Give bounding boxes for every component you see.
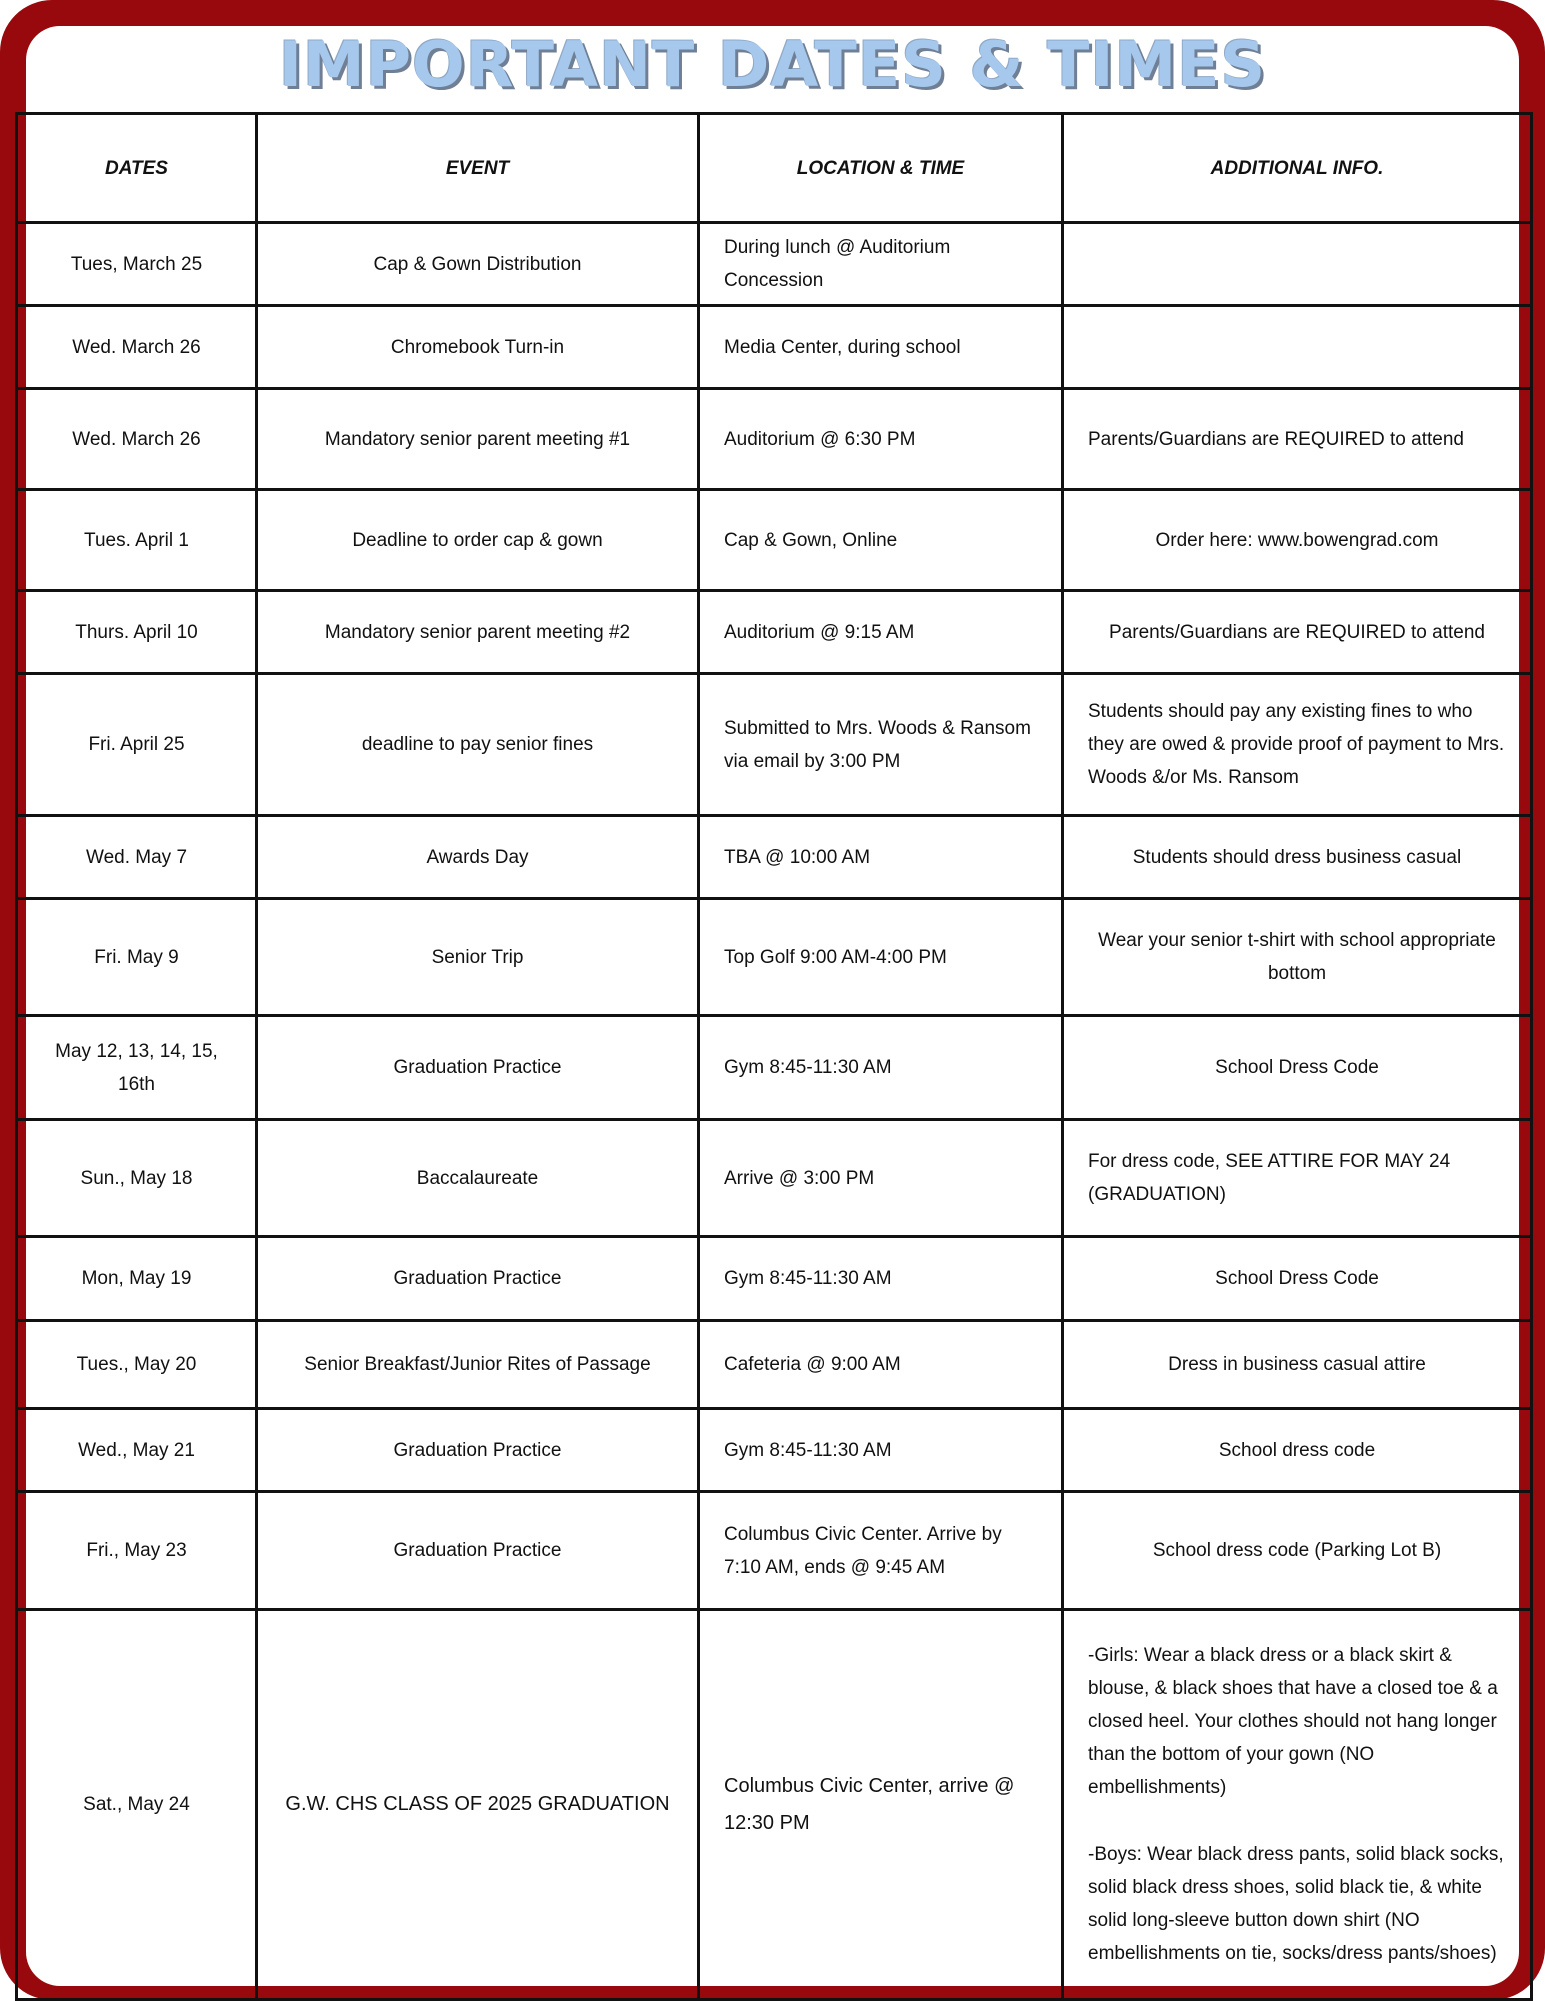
- cell-event: Senior Breakfast/Junior Rites of Passage: [257, 1321, 699, 1409]
- cell-info: Students should pay any existing fines to who they are owed & provide proof of payment to Mrs. Woods &/or Ms. Ransom: [1063, 674, 1532, 816]
- cell-event: Mandatory senior parent meeting #1: [257, 389, 699, 490]
- cell-date: Fri. April 25: [17, 674, 257, 816]
- cell-info: Students should dress business casual: [1063, 816, 1532, 899]
- table-row: [17, 223, 1532, 306]
- cell-date: Wed. March 26: [17, 306, 257, 389]
- cell-info-attire: [1063, 1610, 1532, 2000]
- cell-location: Arrive @ 3:00 PM: [699, 1120, 1063, 1237]
- cell-location: Cap & Gown, Online: [699, 490, 1063, 591]
- cell-location: Media Center, during school: [699, 306, 1063, 389]
- cell-date: Tues., May 20: [17, 1321, 257, 1409]
- header-row: [17, 114, 1532, 223]
- table-row: [17, 1120, 1532, 1237]
- cell-event: Baccalaureate: [257, 1120, 699, 1237]
- cell-event: Graduation Practice: [257, 1237, 699, 1321]
- cell-info: For dress code, SEE ATTIRE FOR MAY 24 (GRADUATION): [1063, 1120, 1532, 1237]
- girls-attire: -Girls: Wear a black dress or a black skirt & blouse, & black shoes that have a closed toe & a closed heel. Your clothes should not hang longer than the bottom of your gown (NO embellishments): [1088, 1645, 1498, 1798]
- table-row: [17, 1492, 1532, 1610]
- cell-info: School dress code: [1063, 1409, 1532, 1492]
- cell-location: Auditorium @ 9:15 AM: [699, 591, 1063, 674]
- cell-info: Order here: www.bowengrad.com: [1063, 490, 1532, 591]
- cell-info: Parents/Guardians are REQUIRED to attend: [1063, 389, 1532, 490]
- cell-location: During lunch @ Auditorium Concession: [699, 223, 1063, 306]
- cell-location: Gym 8:45-11:30 AM: [699, 1016, 1063, 1120]
- cell-date: Sat., May 24: [17, 1610, 257, 2000]
- cell-date: Fri., May 23: [17, 1492, 257, 1610]
- cell-location: Gym 8:45-11:30 AM: [699, 1409, 1063, 1492]
- cell-info: [1063, 306, 1532, 389]
- cell-location: Gym 8:45-11:30 AM: [699, 1237, 1063, 1321]
- table-row: [17, 389, 1532, 490]
- table-row: [17, 490, 1532, 591]
- header-info: ADDITIONAL INFO.: [1063, 114, 1532, 223]
- cell-event: Deadline to order cap & gown: [257, 490, 699, 591]
- cell-event: Mandatory senior parent meeting #2: [257, 591, 699, 674]
- header-event: EVENT: [257, 114, 699, 223]
- cell-date: Wed. March 26: [17, 389, 257, 490]
- cell-event: Graduation Practice: [257, 1016, 699, 1120]
- table-row: [17, 816, 1532, 899]
- cell-location: Top Golf 9:00 AM-4:00 PM: [699, 899, 1063, 1016]
- cell-info: Dress in business casual attire: [1063, 1321, 1532, 1409]
- table-row: [17, 591, 1532, 674]
- dates-table: [15, 112, 1533, 2001]
- table-row: [17, 674, 1532, 816]
- cell-date: Tues. April 1: [17, 490, 257, 591]
- table-row: [17, 306, 1532, 389]
- cell-event: Graduation Practice: [257, 1409, 699, 1492]
- cell-event: Senior Trip: [257, 899, 699, 1016]
- cell-date: Fri. May 9: [17, 899, 257, 1016]
- cell-date: Mon, May 19: [17, 1237, 257, 1321]
- cell-location: Auditorium @ 6:30 PM: [699, 389, 1063, 490]
- table-row: [17, 1610, 1532, 2000]
- table-row: [17, 1016, 1532, 1120]
- cell-location: Columbus Civic Center. Arrive by 7:10 AM, ends @ 9:45 AM: [699, 1492, 1063, 1610]
- boys-attire: -Boys: Wear black dress pants, solid black socks, solid black dress shoes, solid black tie, & white solid long-sleeve button down shirt (NO embellishments on tie, socks/dress pants/shoes): [1088, 1844, 1504, 1964]
- cell-date: Sun., May 18: [17, 1120, 257, 1237]
- cell-info: School Dress Code: [1063, 1016, 1532, 1120]
- cell-event: Chromebook Turn-in: [257, 306, 699, 389]
- cell-info: Wear your senior t-shirt with school appropriate bottom: [1063, 899, 1532, 1016]
- cell-date: Thurs. April 10: [17, 591, 257, 674]
- table-row: [17, 1321, 1532, 1409]
- cell-info: Parents/Guardians are REQUIRED to attend: [1063, 591, 1532, 674]
- cell-location: Columbus Civic Center, arrive @ 12:30 PM: [699, 1610, 1063, 2000]
- cell-date: Tues, March 25: [17, 223, 257, 306]
- cell-info: [1063, 223, 1532, 306]
- cell-event: Awards Day: [257, 816, 699, 899]
- cell-event: Cap & Gown Distribution: [257, 223, 699, 306]
- cell-info: School dress code (Parking Lot B): [1063, 1492, 1532, 1610]
- page-title: IMPORTANT DATES & TIMES: [278, 28, 1267, 101]
- table-row: [17, 899, 1532, 1016]
- header-location: LOCATION & TIME: [699, 114, 1063, 223]
- cell-date: May 12, 13, 14, 15, 16th: [17, 1016, 257, 1120]
- cell-date: Wed., May 21: [17, 1409, 257, 1492]
- cell-event: Graduation Practice: [257, 1492, 699, 1610]
- cell-info: School Dress Code: [1063, 1237, 1532, 1321]
- cell-date: Wed. May 7: [17, 816, 257, 899]
- table-row: [17, 1409, 1532, 1492]
- cell-location: Cafeteria @ 9:00 AM: [699, 1321, 1063, 1409]
- cell-event: G.W. CHS CLASS OF 2025 GRADUATION: [257, 1610, 699, 2000]
- table-row: [17, 1237, 1532, 1321]
- cell-location: TBA @ 10:00 AM: [699, 816, 1063, 899]
- cell-event: deadline to pay senior fines: [257, 674, 699, 816]
- cell-location: Submitted to Mrs. Woods & Ransom via email by 3:00 PM: [699, 674, 1063, 816]
- header-dates: DATES: [17, 114, 257, 223]
